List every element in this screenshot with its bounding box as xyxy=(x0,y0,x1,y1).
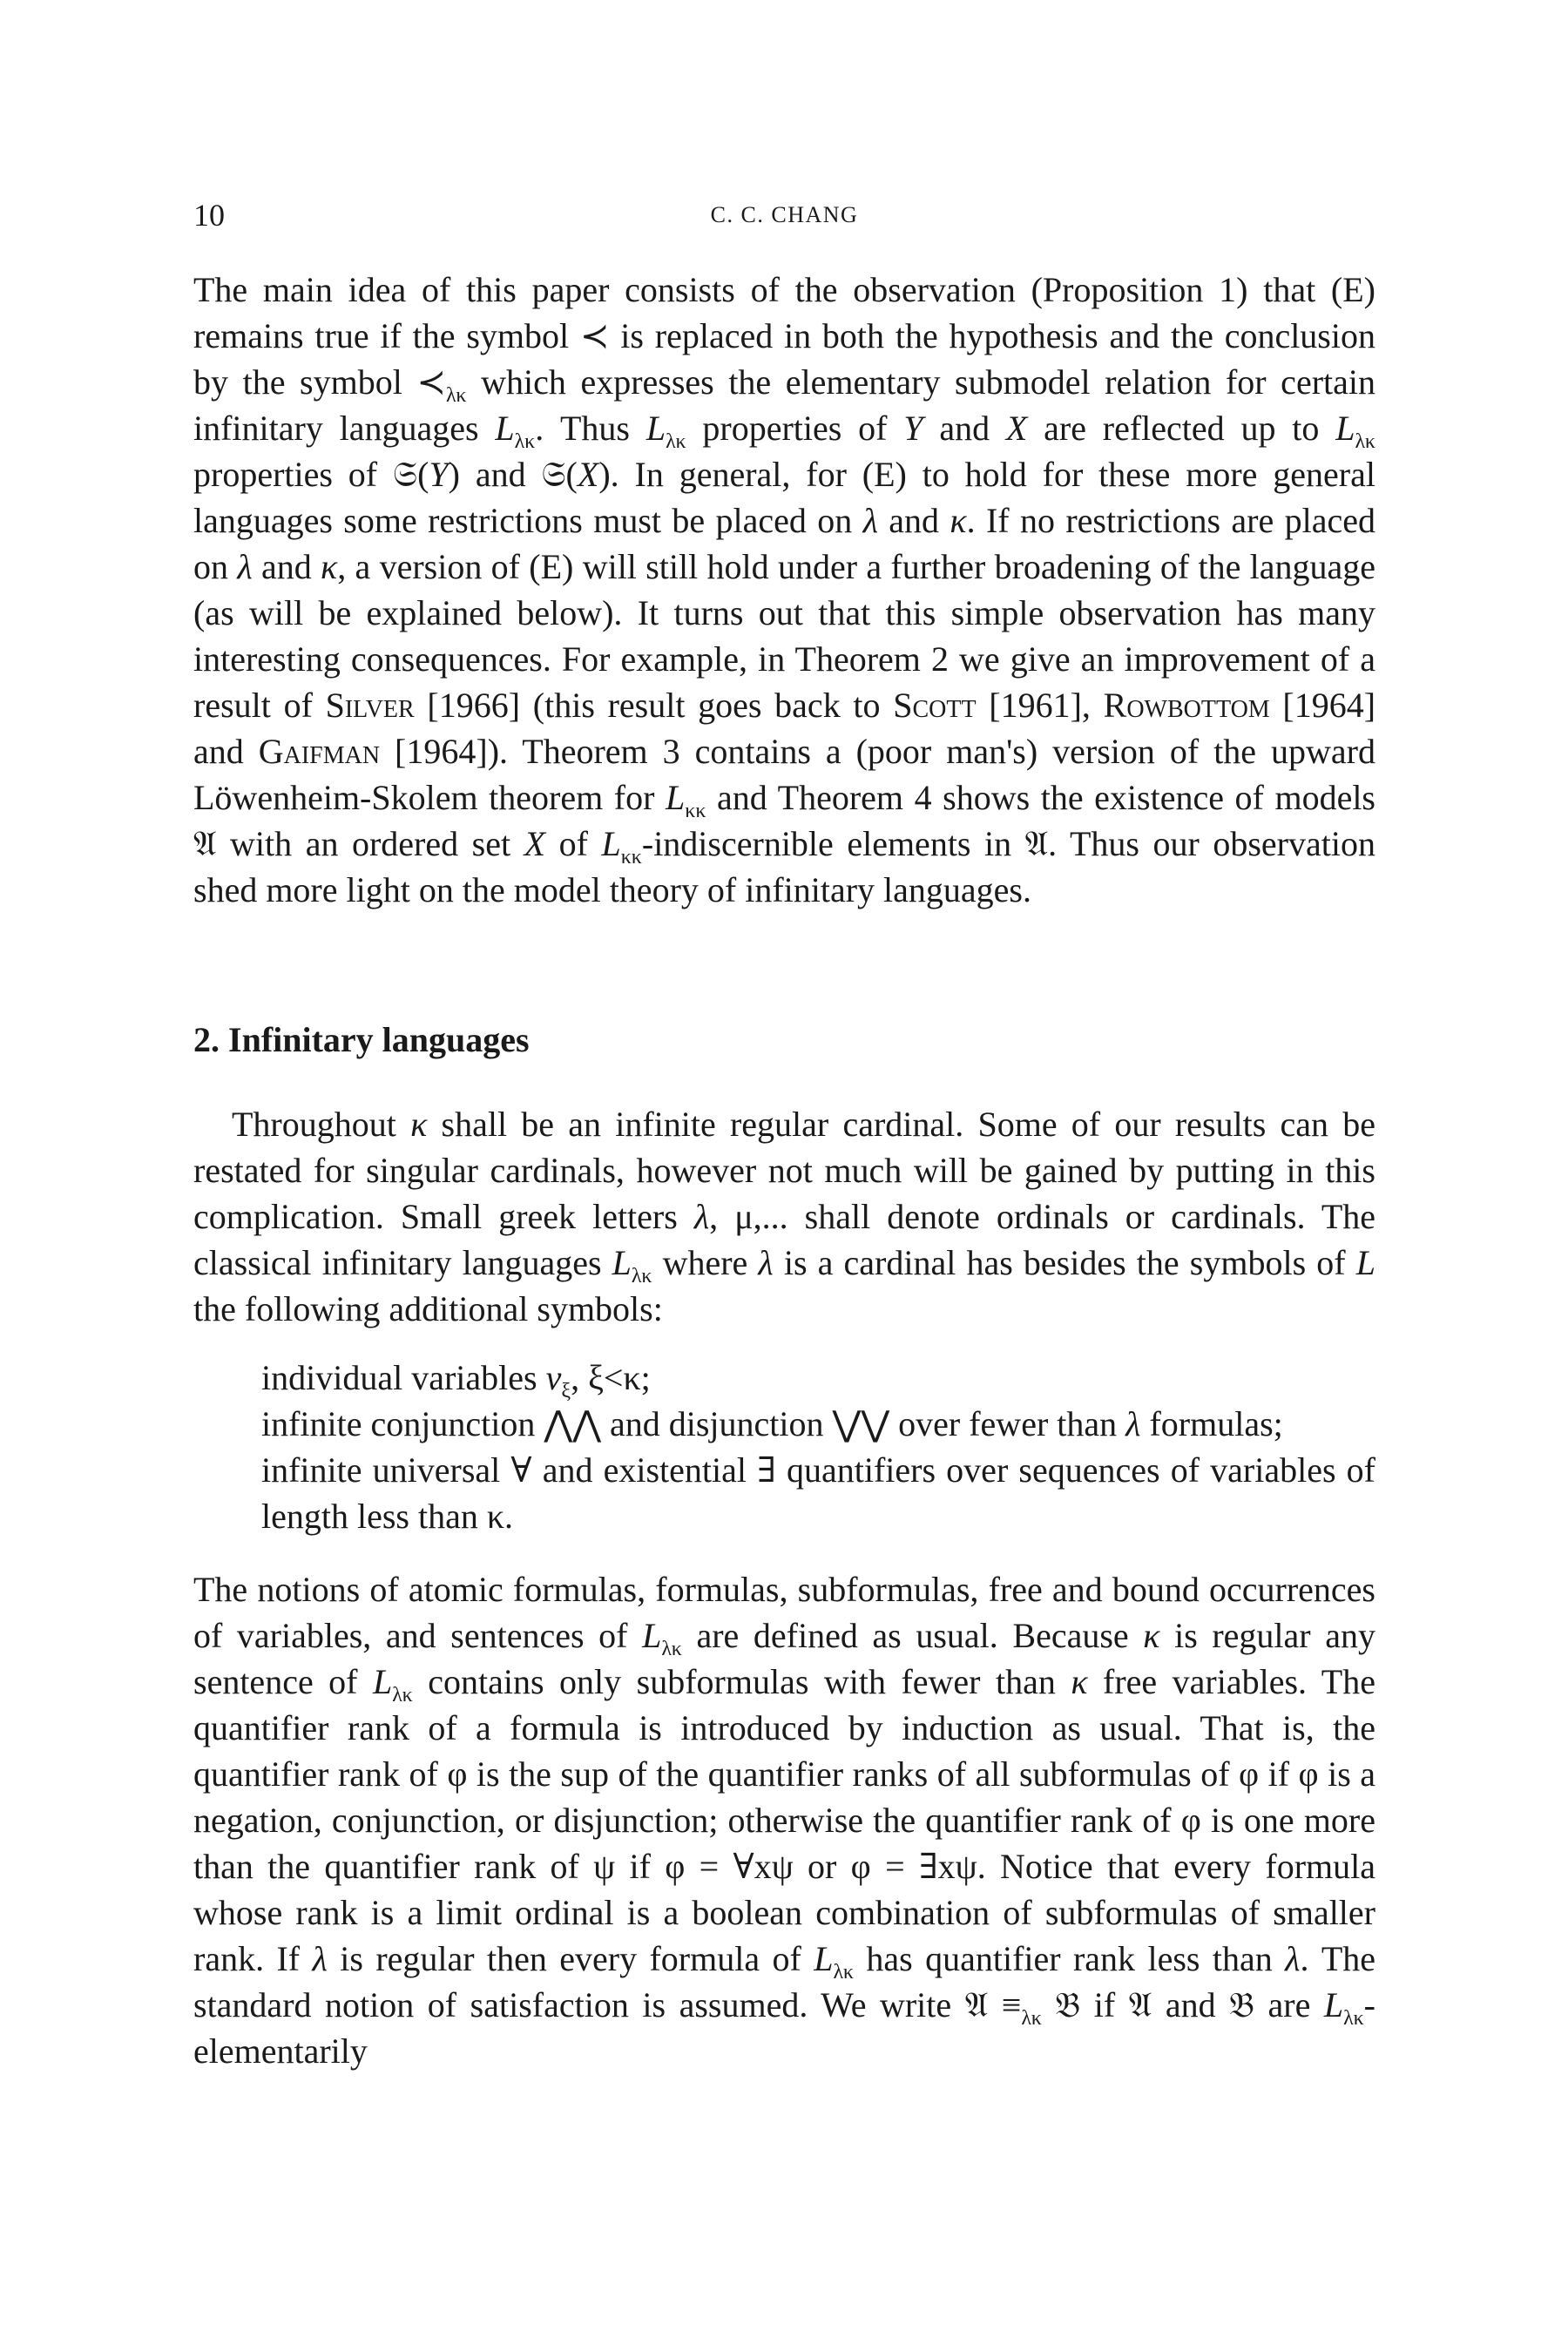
symbol-list xyxy=(261,1355,1375,1539)
section-heading: 2. Infinitary languages xyxy=(193,1020,530,1059)
list-item: individual variables $v_\xi$, ξ<κ; xyxy=(261,1358,651,1402)
body-paragraph-1: Throughout κ shall be an infinite regular cardinal. Some of our results can be restated for singular cardinals, however not much will be gained by putting in this complication. Small greek letters λ, μ,... shall denote ordinals or cardinals. The classical infinitary languages $L_{\lambda\kappa}$ where λ is a cardinal has besides the symbols of L the following additional symbols: xyxy=(193,1105,1376,1328)
intro-paragraph: The main idea of this paper consists of the observation (Proposition 1) that (E) remains true if the symbol ≺ is replaced in both the hypothesis and the conclusion by the symbol $≺_{\lambda\kappa}$ which expresses the elementary submodel relation for certain infinitary languages $L_{\lambda\kappa}$. Thus $L_{\lambda\kappa}$ properties of Y and X are reflected up to $L_{\lambda\kappa}$ properties of 𝔖(Y) and 𝔖(X). In general, for (E) to hold for these more general languages some restrictions must be placed on λ and κ. If no restrictions are placed on λ and κ, a version of (E) will still hold under a further broadening of the language (as will be explained below). It turns out that this simple observation has many interesting consequences. For example, in Theorem 2 we give an improvement of a result of Silver [1966] (this result goes back to Scott [1961], Rowbottom [1964] and Gaifman [1964]). Theorem 3 contains a (poor man's) version of the upward Löwenheim-Skolem theorem for $L_{\kappa\kappa}$ and Theorem 4 shows the existence of models 𝔄 with an ordered set X of $L_{\kappa\kappa}$-indiscernible elements in 𝔄. Thus our observation shed more light on the model theory of infinitary languages. xyxy=(193,270,1376,909)
page-header xyxy=(193,197,1375,249)
body-paragraph-2: The notions of atomic formulas, formulas, subformulas, free and bound occurrences of variables, and sentences of $L_{\lambda\kappa}$ are defined as usual. Because κ is regular any sentence of $L_{\lambda\kappa}$ contains only subformulas with fewer than κ free variables. The quantifier rank of a formula is introduced by induction as usual. That is, the quantifier rank of φ is the sup of the quantifier ranks of all subformulas of φ if φ is a negation, conjunction, or disjunction; otherwise the quantifier rank of φ is one more than the quantifier rank of ψ if φ = ∀xψ or φ = ∃xψ. Notice that every formula whose rank is a limit ordinal is a boolean combination of subformulas of smaller rank. If λ is regular then every formula of $L_{\lambda\kappa}$ has quantifier rank less than λ. The standard notion of satisfaction is assumed. We write 𝔄 $\equiv_{\lambda\kappa}$ 𝔅 if 𝔄 and 𝔅 are $L_{\lambda\kappa}$-elementarily xyxy=(193,1570,1376,2071)
running-head: C. C. CHANG xyxy=(710,202,859,227)
page-number: 10 xyxy=(193,198,225,233)
list-item: infinite conjunction ⋀⋀ and disjunction ⋁⋁ over fewer than λ formulas; xyxy=(261,1404,1283,1443)
list-item: infinite universal ∀ and existential ∃ quantifiers over sequences of variables of length less than κ. xyxy=(261,1450,1375,1536)
